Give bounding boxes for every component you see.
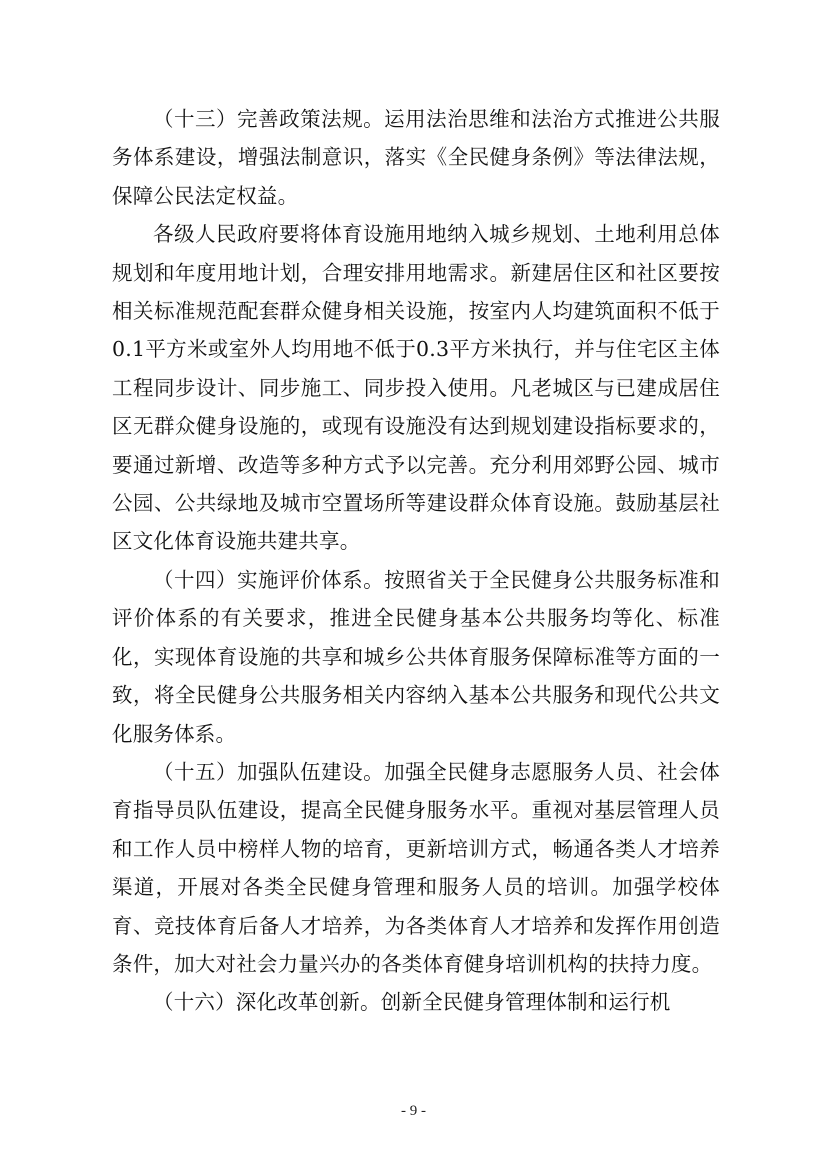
paragraph-team-building: （十五）加强队伍建设。加强全民健身志愿服务人员、社会体育指导员队伍建设，提高全民健身服务水平。重视对基层管理人员和工作人员中榜样人物的培育，更新培训方式，畅通各类人才培养渠道，开展对各类全民健身管理和服务人员的培训。加强学校体育、竞技体育后备人才培养，为各类体育人才培养和发挥作用创造条件，加大对社会力量兴办的各类体育健身培训机构的扶持力度。 (112, 759, 720, 976)
paragraph-reform-innovation: （十六）深化改革创新。创新全民健身管理体制和运行机 (153, 990, 671, 1015)
paragraph-evaluation-system: （十四）实施评价体系。按照省关于全民健身公共服务标准和评价体系的有关要求，推进全民健身基本公共服务均等化、标准化，实现体育设施的共享和城乡公共体育服务保障标准等方面的一致，将全民健身公共服务相关内容纳入基本公共服务和现代公共文化服务体系。 (112, 567, 720, 746)
document-body (112, 100, 720, 1022)
page-number: - 9 - (401, 1103, 426, 1119)
paragraph-policy-regulations: （十三）完善政策法规。运用法治思维和法治方式推进公共服务体系建设，增强法制意识，落实《全民健身条例》等法律法规，保障公民法定权益。 (112, 107, 720, 208)
paragraph-facility-land-use: 各级人民政府要将体育设施用地纳入城乡规划、土地利用总体规划和年度用地计划，合理安排用地需求。新建居住区和社区要按相关标准规范配套群众健身相关设施，按室内人均建筑面积不低于0.1平方米或室外人均用地不低于0.3平方米执行，并与住宅区主体工程同步设计、同步施工、同步投入使用。凡老城区与已建成居住区无群众健身设施的，或现有设施没有达到规划建设指标要求的，要通过新增、改造等多种方式予以完善。充分利用郊野公园、城市公园、公共绿地及城市空置场所等建设群众体育设施。鼓励基层社区文化体育设施共建共享。 (112, 222, 720, 554)
